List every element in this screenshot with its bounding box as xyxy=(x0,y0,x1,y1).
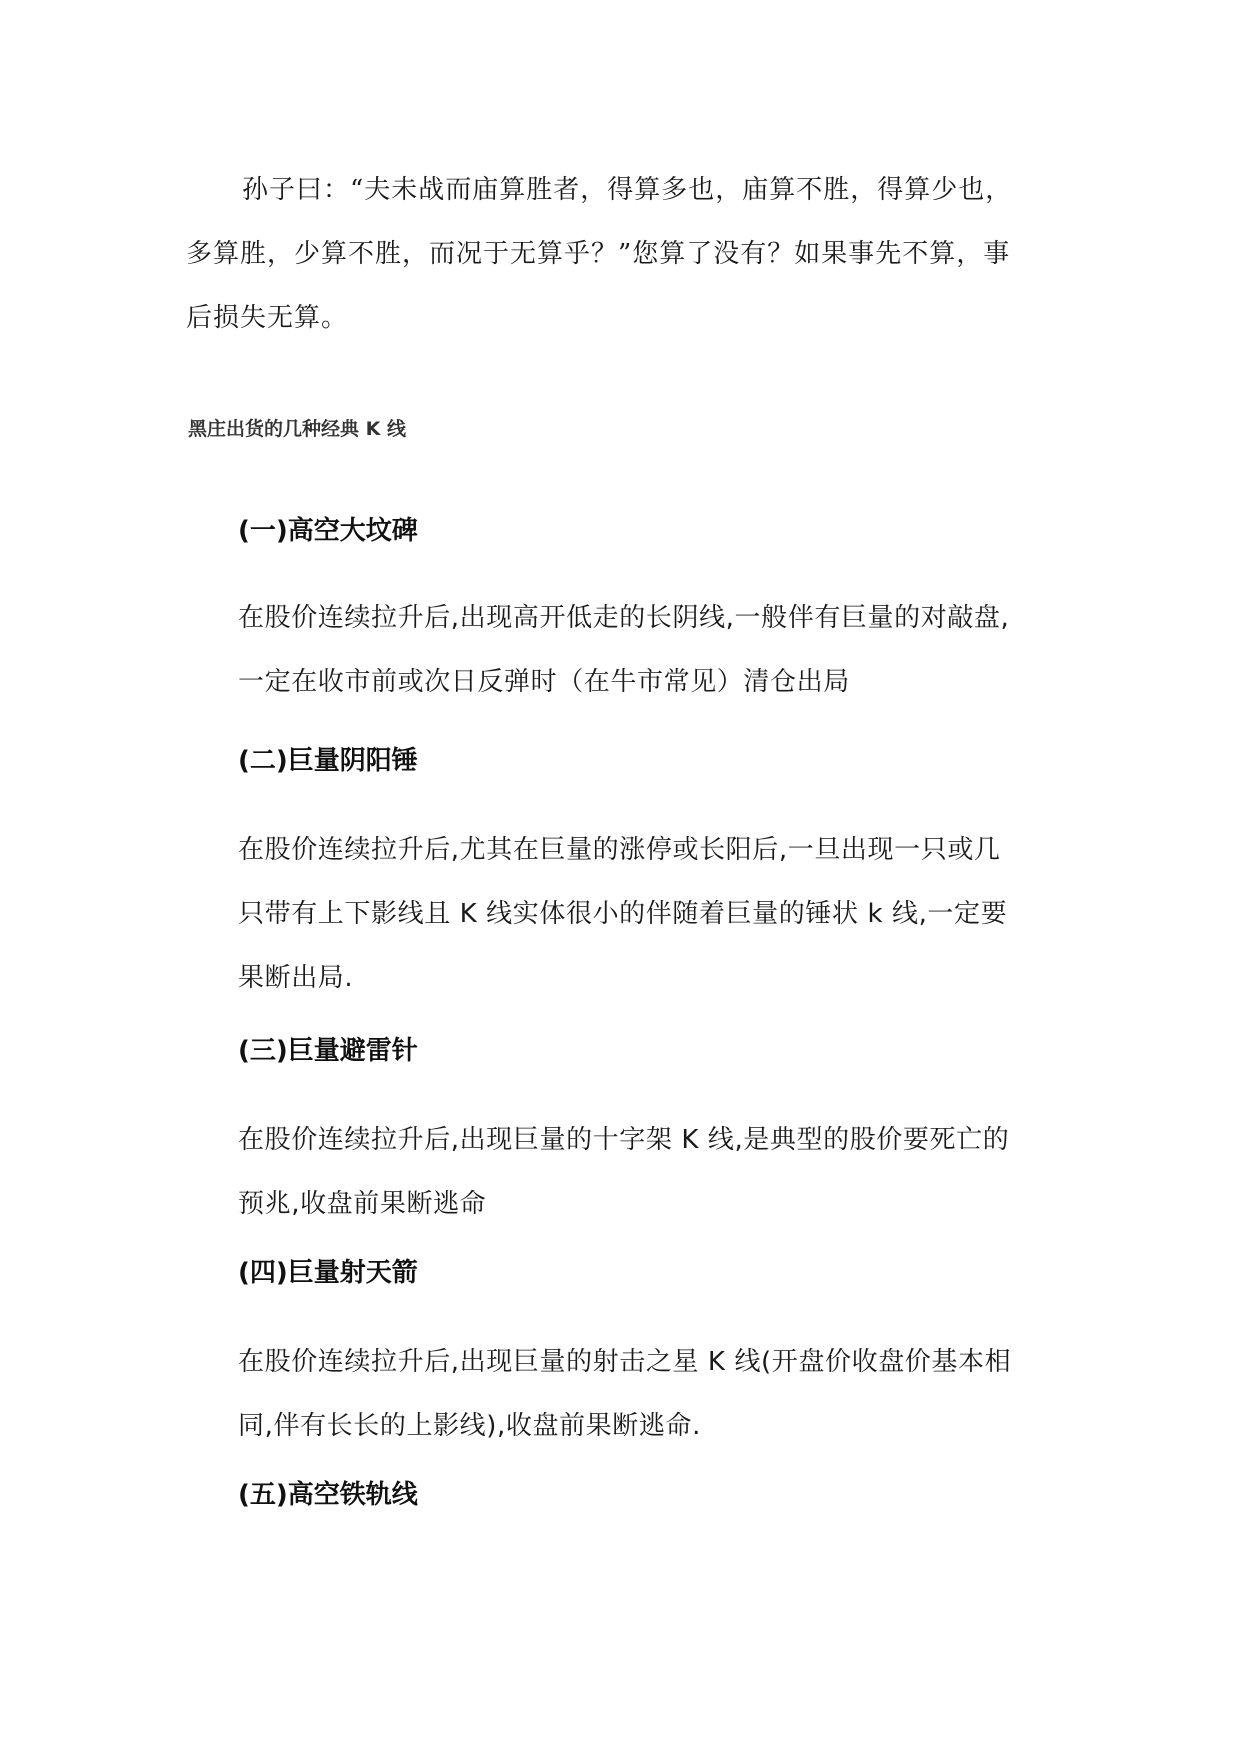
section-body-3 xyxy=(238,1108,1058,1236)
intro-line: 后损失无算。 xyxy=(186,303,349,333)
intro-line: 孙子曰：“夫未战而庙算胜者，得算多也，庙算不胜，得算少也， xyxy=(242,175,1013,205)
section-heading-2: (二)巨量阴阳锤 xyxy=(238,746,418,776)
section-body-line: 果断出局. xyxy=(238,963,354,993)
section-body-line: 在股价连续拉升后,出现巨量的十字架 K 线,是典型的股价要死亡的 xyxy=(238,1125,1010,1155)
section-body-line: 在股价连续拉升后,出现高开低走的长阴线,一般伴有巨量的对敲盘, xyxy=(238,603,1010,633)
section-heading-3: (三)巨量避雷针 xyxy=(238,1036,418,1066)
document-title: 黑庄出货的几种经典 K 线 xyxy=(188,418,406,440)
intro-line: 多算胜，少算不胜，而况于无算乎？”您算了没有？如果事先不算，事 xyxy=(186,239,1011,269)
section-body-line: 同,伴有长长的上影线),收盘前果断逃命. xyxy=(238,1411,701,1441)
section-body-line: 只带有上下影线且 K 线实体很小的伴随着巨量的锤状 k 线,一定要 xyxy=(238,899,1008,929)
section-body-line: 在股价连续拉升后,出现巨量的射击之星 K 线(开盘价收盘价基本相 xyxy=(238,1347,1012,1377)
section-heading-4: (四)巨量射天箭 xyxy=(238,1258,418,1288)
section-body-2 xyxy=(238,818,1058,1010)
section-body-4 xyxy=(238,1330,1058,1458)
section-heading-1: (一)高空大坟碑 xyxy=(238,516,418,546)
intro-paragraph xyxy=(186,158,1056,350)
section-body-line: 预兆,收盘前果断逃命 xyxy=(238,1189,487,1219)
section-heading-5: (五)高空铁轨线 xyxy=(238,1480,418,1510)
section-body-line: 在股价连续拉升后,尤其在巨量的涨停或长阳后,一旦出现一只或几 xyxy=(238,835,1001,865)
section-body-1 xyxy=(238,586,1058,714)
section-body-line: 一定在收市前或次日反弹时（在牛市常见）清仓出局 xyxy=(238,667,850,697)
